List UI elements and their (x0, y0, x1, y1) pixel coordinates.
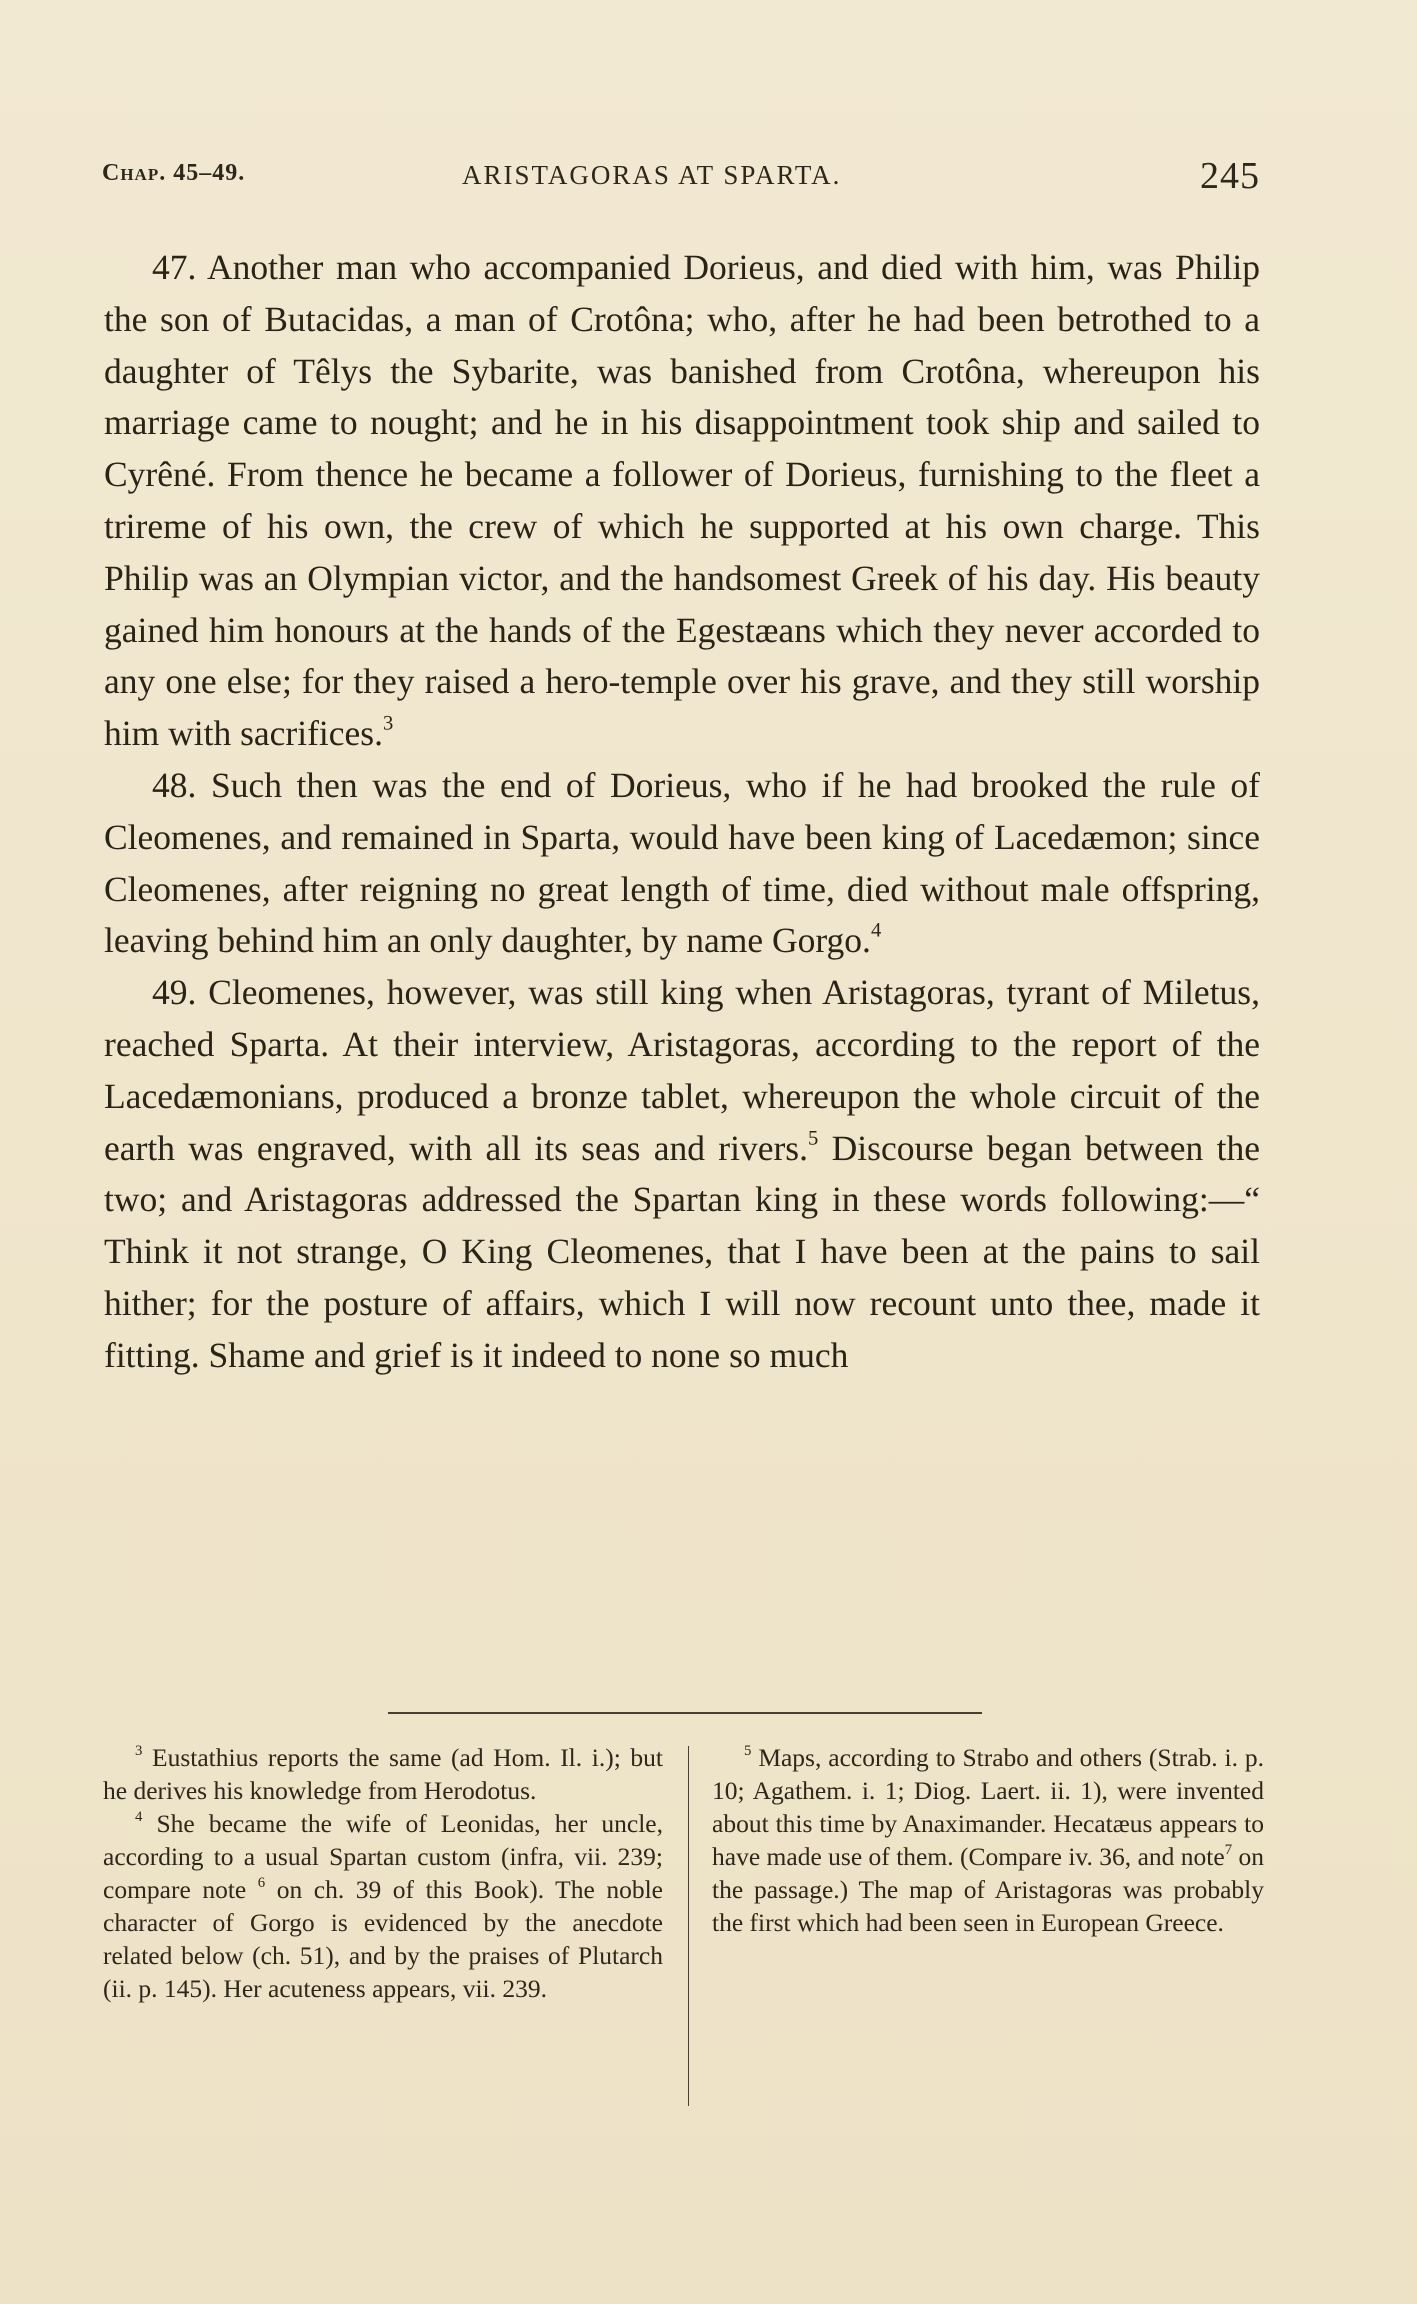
footnote-rule (388, 1712, 982, 1714)
footnote-text: Eustathius reports the same (ad Hom. Il. i.); but he derives his knowledge from Herodotus. (103, 1743, 663, 1805)
note-ref: 6 (257, 1874, 266, 1891)
paragraph-47 (104, 242, 1260, 760)
footnote-ref: 5 (808, 1127, 819, 1150)
footnote-mark: 4 (135, 1808, 143, 1825)
footnote-ref: 3 (383, 712, 394, 735)
footnotes-left-column (103, 1741, 663, 2005)
footnotes-right-column (712, 1741, 1264, 1939)
footnote-3 (103, 1741, 663, 1807)
footnote-5 (712, 1741, 1264, 1939)
section-number: 48. (152, 764, 197, 805)
running-head (102, 154, 1260, 206)
page-number: 245 (1200, 155, 1260, 197)
footnote-mark: 5 (744, 1742, 752, 1759)
paragraph-text: Cleomenes, however, was still king when Aristagoras, tyrant of Miletus, reached Sparta. At their interview, Aristagoras, according to the report of the Lacedæmonians, produced a bronze tablet, whereupon the whole circuit of the earth was engraved, with all its seas and rivers. (104, 972, 1260, 1168)
footnote-ref: 4 (870, 919, 882, 942)
footnote-mark: 3 (135, 1742, 143, 1759)
page-title: ARISTAGORAS AT SPARTA. (462, 160, 842, 190)
footnote-text: She became the wife of Leonidas, her uncle, according to a usual Spartan custom (infra, vii. 239; compare note (103, 1809, 663, 1904)
footnote-4 (103, 1807, 663, 2005)
footnote-text: on ch. 39 of this Book). The noble character of Gorgo is evidenced by the anecdote related below (ch. 51), and by the praises of Plutarch (ii. p. 145). Her acuteness appears, vii. 239. (103, 1875, 663, 2003)
paragraph-text: Such then was the end of Dorieus, who if he had brooked the rule of Cleomenes, and remained in Sparta, would have been king of Lacedæmon; since Cleomenes, after reigning no great length of time, died without male offspring, leaving behind him an only daughter, by name Gorgo. (104, 764, 1261, 961)
paragraph-49 (104, 967, 1260, 1381)
footnote-column-divider (688, 1746, 689, 2106)
paragraph-text: Another man who accompanied Dorieus, and died with him, was Philip the son of Butacidas, a man of Crotôna; who, after he had been betrothed to a daughter of Têlys the Sybarite, was banished from Crotôna, whereupon his marriage came to nought; and he in his disappointment took ship and sailed to Cyrêné. From thence he became a follower of Dorieus, furnishing to the fleet a trireme of his own, the crew of which he supported at his own charge. This Philip was an Olympian victor, and the handsomest Greek of his day. His beauty gained him honours at the hands of the Egestæans which they never accorded to any one else; for they raised a hero-temple over his grave, and they still worship him with sacrifices. (104, 247, 1260, 754)
chapter-range: Chap. 45–49. (102, 160, 246, 186)
section-number: 49. (152, 972, 197, 1013)
paragraph-48 (104, 760, 1260, 967)
footnote-text: on the passage.) The map of Aristagoras was probably the first which had been seen in European Greece. (712, 1842, 1264, 1937)
footnote-text: Maps, according to Strabo and others (Strab. i. p. 10; Agathem. i. 1; Diog. Laert. ii. 1), were invented about this time by Anaximander. Hecatæus appears to have made use of them. (Compare iv. 36, and note (712, 1743, 1265, 1871)
note-ref: 7 (1224, 1841, 1233, 1858)
main-text (104, 242, 1260, 1382)
paragraph-text: Discourse began between the two; and Aristagoras addressed the Spartan king in these words following:—“ Think it not strange, O King Cleomenes, that I have been at the pains to sail hither; for the posture of affairs, which I will now recount unto thee, made it fitting. Shame and grief is it indeed to none so much (104, 1127, 1260, 1375)
section-number: 47. (152, 247, 197, 287)
